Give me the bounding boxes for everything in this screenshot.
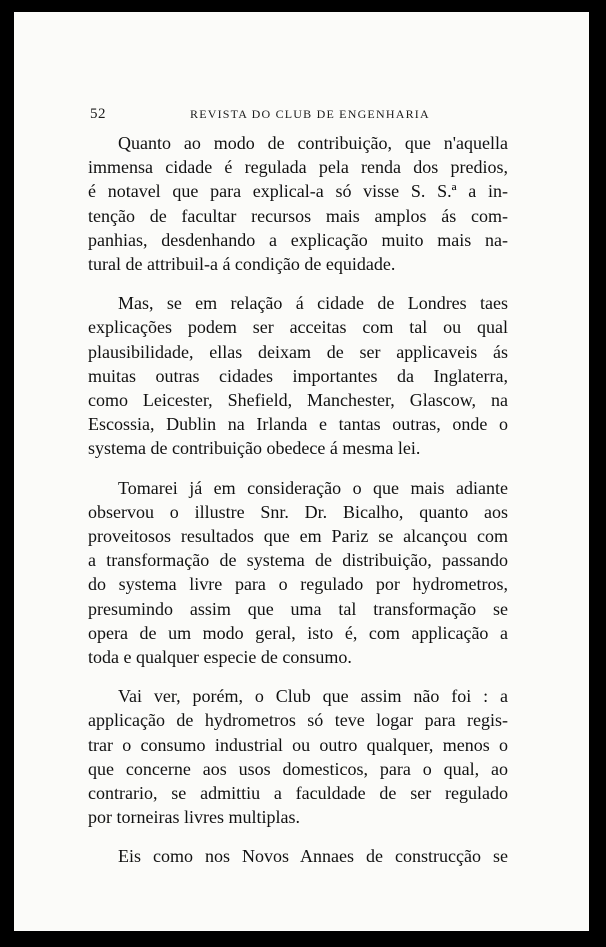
text-line: que concerne aos usos domesticos, para o qual, ao: [88, 758, 508, 779]
text-line: como Leicester, Shefield, Manchester, Glascow, na: [88, 390, 508, 411]
text-line: tenção de facultar recursos mais amplos ás com-: [88, 205, 508, 226]
paragraph: [88, 476, 508, 670]
text-line: applicação de hydrometros só teve logar para regis-: [88, 710, 508, 731]
text-line: Eis como nos Novos Annaes de construcção se: [118, 846, 508, 867]
text-line: panhias, desdenhando a explicação muito mais na-: [88, 229, 508, 250]
text-line: systema de contribuição obedece á mesma lei.: [88, 438, 421, 459]
paragraph: [88, 844, 508, 868]
text-line: do systema livre para o regulado por hydrometros,: [88, 574, 508, 595]
text-line: observou o illustre Snr. Dr. Bicalho, quanto aos: [88, 501, 508, 522]
running-title: REVISTA DO CLUB DE ENGENHARIA: [190, 107, 430, 121]
page-header: [90, 106, 515, 128]
body-text: [88, 131, 508, 869]
text-line: tural de attribuil-a á condição de equidade.: [88, 254, 396, 275]
text-line: Quanto ao modo de contribuição, que n'aquella: [118, 133, 508, 153]
text-line: Escossia, Dublin na Irlanda e tantas outras, onde o: [88, 414, 508, 435]
paragraph: [88, 291, 508, 460]
page-number: 52: [90, 106, 106, 122]
text-line: contrario, se admittiu a faculdade de ser regulado: [88, 783, 508, 804]
text-line: opera de um modo geral, isto é, com applicação a: [88, 622, 508, 643]
text-line: trar o consumo industrial ou outro qualquer, menos o: [88, 734, 508, 755]
text-line: Vai ver, porém, o Club que assim não foi : a: [118, 686, 508, 707]
text-line: muitas outras cidades importantes da Inglaterra,: [88, 365, 508, 386]
text-line: por torneiras livres multiplas.: [88, 807, 300, 828]
text-line: Tomarei já em consideração o que mais adiante: [118, 477, 508, 498]
text-line: immensa cidade é regulada pela renda dos predios,: [88, 157, 508, 178]
text-line: toda e qualquer especie de consumo.: [88, 647, 352, 668]
text-line: a transformação de systema de distribuição, passando: [88, 550, 508, 571]
text-line: é notavel que para explical-a só visse S. S.ª a in-: [88, 181, 508, 202]
text-line: explicações podem ser acceitas com tal ou qual: [88, 317, 508, 338]
paragraph: [88, 131, 508, 276]
text-line: presumindo assim que uma tal transformação se: [88, 598, 508, 619]
text-line: plausibilidade, ellas deixam de ser applicaveis ás: [88, 341, 508, 362]
text-line: proveitosos resultados que em Pariz se alcançou com: [88, 526, 508, 547]
paragraph: [88, 684, 508, 829]
text-line: Mas, se em relação á cidade de Londres taes: [118, 293, 508, 314]
